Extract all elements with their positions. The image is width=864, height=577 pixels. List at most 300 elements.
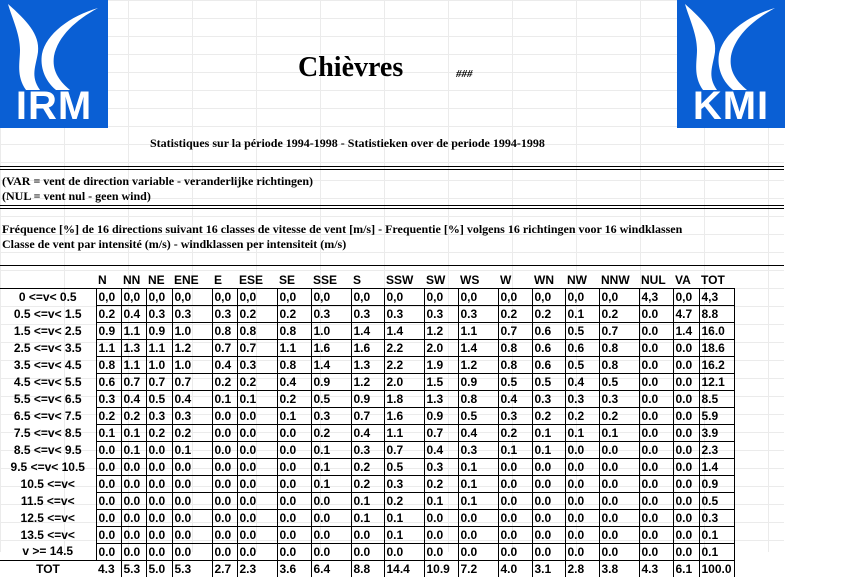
table-cell: 8.5: [699, 391, 734, 408]
table-cell: 0.8: [458, 391, 498, 408]
table-row: [0, 425, 734, 442]
table-cell: 0.0: [146, 544, 172, 561]
total-cell: 6.1: [673, 561, 699, 577]
table-cell: 0.0: [212, 544, 237, 561]
table-cell: 0.0: [673, 442, 699, 459]
table-cell: 0,0: [121, 289, 146, 306]
table-cell: 0.3: [96, 391, 121, 408]
table-cell: 0.3: [458, 306, 498, 323]
table-cell: 0.0: [212, 476, 237, 493]
table-cell: 1.0: [146, 357, 172, 374]
table-cell: 1.4: [699, 459, 734, 476]
row-label: 13.5 <=v<: [0, 527, 96, 544]
table-cell: 0.3: [172, 408, 212, 425]
table-cell: 0.1: [458, 459, 498, 476]
table-cell: 1.6: [351, 340, 384, 357]
table-cell: 1.5: [424, 374, 458, 391]
table-cell: 0.1: [277, 408, 311, 425]
overflow-hash: ###: [456, 68, 473, 80]
irm-logo-text: IRM: [0, 84, 108, 128]
header-cell-tot: TOT: [699, 270, 734, 289]
table-cell: 4,3: [639, 289, 673, 306]
header-cell-ne: NE: [146, 270, 172, 289]
table-cell: 0.2: [311, 425, 351, 442]
table-cell: 0.0: [237, 459, 277, 476]
table-cell: 0.3: [311, 408, 351, 425]
header-cell-w: W: [498, 270, 532, 289]
table-cell: 0.7: [424, 425, 458, 442]
table-cell: 0.0: [639, 340, 673, 357]
table-cell: 0.1: [424, 493, 458, 510]
table-cell: 0.7: [599, 323, 639, 340]
table-cell: 0.0: [172, 459, 212, 476]
table-cell: 0.0: [277, 476, 311, 493]
table-cell: 0.0: [121, 476, 146, 493]
table-cell: 1.0: [311, 323, 351, 340]
table-cell: 0.0: [237, 425, 277, 442]
table-cell: 0.8: [599, 340, 639, 357]
table-cell: 0.1: [532, 442, 565, 459]
table-cell: 0.0: [599, 510, 639, 527]
table-cell: 0.0: [146, 527, 172, 544]
table-cell: 0.0: [639, 391, 673, 408]
table-cell: 0.0: [565, 493, 599, 510]
table-cell: 0.0: [673, 544, 699, 561]
table-cell: 0.7: [351, 408, 384, 425]
table-cell: 0.0: [96, 527, 121, 544]
table-cell: 0.0: [639, 493, 673, 510]
table-cell: 1.1: [277, 340, 311, 357]
wind-frequency-table: [0, 270, 735, 577]
table-cell: 0.1: [532, 425, 565, 442]
table-cell: 0.1: [565, 425, 599, 442]
table-row: [0, 544, 734, 561]
table-cell: 0.0: [311, 544, 351, 561]
table-row: [0, 476, 734, 493]
kmi-logo: [677, 0, 785, 128]
table-cell: 0.0: [212, 425, 237, 442]
header-cell-sse: SSE: [311, 270, 351, 289]
table-cell: 0.0: [121, 544, 146, 561]
table-cell: 0.1: [599, 425, 639, 442]
table-row: [0, 391, 734, 408]
table-cell: 0.0: [384, 544, 424, 561]
table-cell: 0.0: [639, 510, 673, 527]
table-cell: 3.9: [699, 425, 734, 442]
table-cell: 0.0: [311, 527, 351, 544]
table-cell: 0.0: [212, 408, 237, 425]
table-cell: 0.1: [498, 442, 532, 459]
table-cell: 0.7: [212, 340, 237, 357]
table-cell: 0.5: [532, 374, 565, 391]
station-title: Chièvres: [298, 52, 403, 84]
table-cell: 0.0: [599, 527, 639, 544]
table-cell: 0.8: [498, 357, 532, 374]
table-cell: 0.0: [673, 425, 699, 442]
table-cell: 0.1: [351, 510, 384, 527]
table-cell: 0.2: [277, 391, 311, 408]
table-cell: 0.0: [212, 442, 237, 459]
table-cell: 1.3: [351, 357, 384, 374]
note-nul: (NUL = vent nul - geen wind): [2, 189, 151, 204]
table-cell: 0.0: [172, 527, 212, 544]
table-cell: 0.0: [424, 510, 458, 527]
table-cell: 0.1: [458, 493, 498, 510]
table-cell: 0.0: [146, 442, 172, 459]
table-cell: 0.3: [146, 408, 172, 425]
table-cell: 0.1: [121, 425, 146, 442]
table-cell: 2.3: [699, 442, 734, 459]
row-label: 7.5 <=v< 8.5: [0, 425, 96, 442]
table-cell: 1.2: [351, 374, 384, 391]
table-cell: 8.8: [699, 306, 734, 323]
table-cell: 0.1: [699, 544, 734, 561]
table-cell: 0.9: [458, 374, 498, 391]
table-cell: 0.5: [498, 374, 532, 391]
table-cell: 1.4: [673, 323, 699, 340]
row-label: 12.5 <=v<: [0, 510, 96, 527]
table-cell: 0.9: [424, 408, 458, 425]
table-cell: 16.2: [699, 357, 734, 374]
table-cell: 1.2: [458, 357, 498, 374]
table-row: [0, 289, 734, 306]
table-cell: 0.7: [121, 374, 146, 391]
stats-period-caption: Statistiques sur la période 1994-1998 - Statistieken over de periode 1994-1998: [150, 136, 545, 151]
table-cell: 0.2: [146, 425, 172, 442]
table-cell: 2.2: [384, 357, 424, 374]
table-cell: 0,0: [424, 289, 458, 306]
row-label: 6.5 <=v< 7.5: [0, 408, 96, 425]
total-cell: 100.0: [699, 561, 734, 577]
table-cell: 0.3: [311, 306, 351, 323]
table-cell: 0,0: [458, 289, 498, 306]
table-cell: 16.0: [699, 323, 734, 340]
table-cell: 0.3: [172, 306, 212, 323]
table-cell: 1.3: [121, 340, 146, 357]
table-cell: 1.6: [384, 408, 424, 425]
table-cell: 0.2: [498, 425, 532, 442]
table-cell: 0.8: [277, 323, 311, 340]
table-cell: 0.0: [498, 527, 532, 544]
table-cell: 0.0: [277, 425, 311, 442]
table-cell: 0.1: [172, 442, 212, 459]
table-cell: 0.0: [237, 476, 277, 493]
table-cell: 0.9: [311, 374, 351, 391]
table-row: [0, 323, 734, 340]
total-row: [0, 561, 734, 577]
row-label: 1.5 <=v< 2.5: [0, 323, 96, 340]
table-cell: 0.0: [639, 442, 673, 459]
table-cell: 0.7: [172, 374, 212, 391]
table-cell: 0,0: [565, 289, 599, 306]
table-cell: 0.4: [121, 391, 146, 408]
header-cell-ssw: SSW: [384, 270, 424, 289]
table-cell: 0.0: [237, 510, 277, 527]
table-cell: 1.4: [458, 340, 498, 357]
table-cell: 0.3: [146, 306, 172, 323]
table-cell: 0.0: [532, 510, 565, 527]
table-cell: 0.8: [237, 323, 277, 340]
total-cell: 4.3: [96, 561, 121, 577]
table-cell: 0.0: [277, 493, 311, 510]
table-cell: 1.6: [311, 340, 351, 357]
table-cell: 0.0: [277, 459, 311, 476]
table-cell: 0.2: [121, 408, 146, 425]
header-cell-nn: NN: [121, 270, 146, 289]
total-label: TOT: [0, 561, 96, 577]
row-label: 2.5 <=v< 3.5: [0, 340, 96, 357]
table-cell: 0.0: [172, 476, 212, 493]
table-cell: 5.9: [699, 408, 734, 425]
header-cell-blank: [0, 270, 96, 289]
table-cell: 0.0: [311, 510, 351, 527]
table-cell: 0.0: [639, 425, 673, 442]
kmi-logo-graphic: [677, 0, 785, 90]
table-cell: 0.2: [424, 476, 458, 493]
table-cell: 0.0: [277, 527, 311, 544]
table-cell: 0.0: [498, 493, 532, 510]
table-cell: 0.0: [639, 374, 673, 391]
table-cell: 0.1: [384, 510, 424, 527]
table-cell: 0.0: [121, 493, 146, 510]
irm-logo-graphic: [0, 0, 108, 90]
table-cell: 0.8: [498, 340, 532, 357]
table-cell: 0.5: [311, 391, 351, 408]
table-cell: 0.1: [699, 527, 734, 544]
table-cell: 1.0: [172, 323, 212, 340]
table-cell: 0.0: [565, 459, 599, 476]
header-cell-nnw: NNW: [599, 270, 639, 289]
table-row: [0, 306, 734, 323]
row-label: 11.5 <=v<: [0, 493, 96, 510]
table-cell: 0.0: [237, 442, 277, 459]
table-cell: 0.6: [532, 323, 565, 340]
table-row: [0, 510, 734, 527]
table-cell: 0,0: [599, 289, 639, 306]
divider-line: [0, 265, 784, 266]
table-cell: 1.4: [351, 323, 384, 340]
table-cell: 0.5: [146, 391, 172, 408]
table-cell: 12.1: [699, 374, 734, 391]
table-cell: 0.7: [384, 442, 424, 459]
table-cell: 0.0: [673, 340, 699, 357]
table-cell: 0.2: [212, 374, 237, 391]
table-cell: 0.2: [277, 306, 311, 323]
table-cell: 0.2: [237, 306, 277, 323]
class-caption: Classe de vent par intensité (m/s) - windklassen per intensiteit (m/s): [2, 237, 346, 252]
total-cell: 4.3: [639, 561, 673, 577]
divider-line: [0, 169, 784, 170]
table-body: [0, 289, 734, 561]
table-cell: 0.0: [599, 544, 639, 561]
note-var: (VAR = vent de direction variable - veranderlijke richtingen): [2, 174, 313, 189]
table-cell: 0.0: [599, 493, 639, 510]
table-row: [0, 357, 734, 374]
table-cell: 0.0: [532, 459, 565, 476]
table-cell: 0.0: [673, 476, 699, 493]
table-cell: 0.8: [96, 357, 121, 374]
table-cell: 0.0: [565, 476, 599, 493]
table-cell: 1.3: [424, 391, 458, 408]
table-cell: 0.1: [458, 476, 498, 493]
table-cell: 0,0: [311, 289, 351, 306]
table-cell: 0.4: [458, 425, 498, 442]
table-cell: 0.0: [277, 510, 311, 527]
table-cell: 0.9: [699, 476, 734, 493]
table-header: [0, 270, 734, 289]
table-cell: 0.0: [639, 323, 673, 340]
total-cell: 5.3: [121, 561, 146, 577]
total-cell: 2.3: [237, 561, 277, 577]
total-cell: 10.9: [424, 561, 458, 577]
table-cell: 0.0: [172, 510, 212, 527]
table-cell: 0.0: [565, 442, 599, 459]
table-cell: 1.8: [384, 391, 424, 408]
table-cell: 0.3: [498, 408, 532, 425]
header-cell-va: VA: [673, 270, 699, 289]
table-cell: 0.0: [673, 391, 699, 408]
table-footer: [0, 561, 734, 577]
table-cell: 0,0: [96, 289, 121, 306]
table-cell: 0,0: [172, 289, 212, 306]
table-cell: 0.4: [277, 374, 311, 391]
total-cell: 6.4: [311, 561, 351, 577]
table-cell: 0.0: [237, 544, 277, 561]
total-cell: 2.7: [212, 561, 237, 577]
table-cell: 1.1: [96, 340, 121, 357]
table-cell: 0.1: [384, 527, 424, 544]
table-cell: 0.0: [237, 527, 277, 544]
table-cell: 0.0: [639, 476, 673, 493]
header-cell-n: N: [96, 270, 121, 289]
table-cell: 0,0: [237, 289, 277, 306]
table-cell: 0.1: [212, 391, 237, 408]
table-cell: 0.3: [458, 442, 498, 459]
table-cell: 0.2: [599, 306, 639, 323]
table-cell: 1.2: [424, 323, 458, 340]
header-row: [0, 270, 734, 289]
table-row: [0, 374, 734, 391]
kmi-logo-text: KMI: [677, 84, 785, 128]
table-cell: 0.6: [565, 340, 599, 357]
table-cell: 0.3: [384, 306, 424, 323]
table-cell: 0.3: [351, 442, 384, 459]
table-cell: 0.0: [121, 510, 146, 527]
divider-line: [0, 205, 784, 206]
table-cell: 0.0: [96, 442, 121, 459]
table-cell: 0.0: [673, 459, 699, 476]
table-cell: 0.0: [146, 493, 172, 510]
table-cell: 0.2: [599, 408, 639, 425]
table-cell: 0.0: [639, 306, 673, 323]
row-label: v >= 14.5: [0, 544, 96, 561]
table-cell: 0.2: [532, 306, 565, 323]
table-cell: 0.2: [565, 408, 599, 425]
table-cell: 0.1: [121, 442, 146, 459]
table-cell: 0.0: [532, 476, 565, 493]
table-cell: 0.5: [458, 408, 498, 425]
table-cell: 0.0: [121, 459, 146, 476]
table-cell: 0.0: [498, 510, 532, 527]
header-cell-sw: SW: [424, 270, 458, 289]
table-cell: 0,0: [351, 289, 384, 306]
table-cell: 0.4: [121, 306, 146, 323]
table-cell: 0.5: [565, 323, 599, 340]
table-cell: 0.2: [237, 374, 277, 391]
table-cell: 0.0: [599, 476, 639, 493]
table-cell: 0.1: [237, 391, 277, 408]
table-cell: 0.3: [565, 391, 599, 408]
table-cell: 1.1: [121, 357, 146, 374]
table-cell: 1.1: [458, 323, 498, 340]
table-cell: 0.0: [351, 544, 384, 561]
table-cell: 0.0: [237, 408, 277, 425]
table-cell: 0.0: [599, 442, 639, 459]
table-cell: 0.0: [565, 527, 599, 544]
total-cell: 5.0: [146, 561, 172, 577]
table-cell: 1.1: [146, 340, 172, 357]
table-cell: 1.1: [121, 323, 146, 340]
table-cell: 0.1: [311, 476, 351, 493]
total-cell: 2.8: [565, 561, 599, 577]
table-cell: 0.0: [146, 510, 172, 527]
table-cell: 0,0: [212, 289, 237, 306]
table-cell: 0.0: [146, 459, 172, 476]
table-cell: 0.4: [565, 374, 599, 391]
table-cell: 0,0: [532, 289, 565, 306]
total-cell: 3.1: [532, 561, 565, 577]
table-cell: 0.4: [498, 391, 532, 408]
row-label: 8.5 <=v< 9.5: [0, 442, 96, 459]
table-cell: 0.3: [384, 476, 424, 493]
table-cell: 0.0: [639, 408, 673, 425]
table-cell: 0,0: [384, 289, 424, 306]
table-cell: 0.2: [96, 306, 121, 323]
table-cell: 0.0: [424, 527, 458, 544]
table-row: [0, 408, 734, 425]
table-cell: 0.1: [96, 425, 121, 442]
table-cell: 0.8: [277, 357, 311, 374]
divider-line: [0, 166, 784, 167]
table-cell: 0.3: [532, 391, 565, 408]
total-cell: 7.2: [458, 561, 498, 577]
table-cell: 0.0: [599, 459, 639, 476]
table-cell: 0.0: [212, 459, 237, 476]
table-cell: 0.2: [384, 493, 424, 510]
table-cell: 0.0: [121, 527, 146, 544]
table-row: [0, 527, 734, 544]
table-cell: 0.5: [699, 493, 734, 510]
table-cell: 0.6: [532, 357, 565, 374]
table-cell: 0.0: [458, 527, 498, 544]
table-cell: 2.2: [384, 340, 424, 357]
table-cell: 0.2: [532, 408, 565, 425]
table-cell: 0.0: [532, 527, 565, 544]
table-row: [0, 493, 734, 510]
table-cell: 0.0: [212, 527, 237, 544]
table-cell: 0.1: [351, 493, 384, 510]
table-cell: 2.0: [384, 374, 424, 391]
table-cell: 0.0: [96, 493, 121, 510]
table-cell: 0.0: [673, 493, 699, 510]
table-cell: 0.0: [96, 476, 121, 493]
table-cell: 0.7: [498, 323, 532, 340]
total-cell: 5.3: [172, 561, 212, 577]
table-cell: 0,0: [498, 289, 532, 306]
table-cell: 0.0: [565, 544, 599, 561]
table-cell: 0.9: [146, 323, 172, 340]
header-cell-ws: WS: [458, 270, 498, 289]
